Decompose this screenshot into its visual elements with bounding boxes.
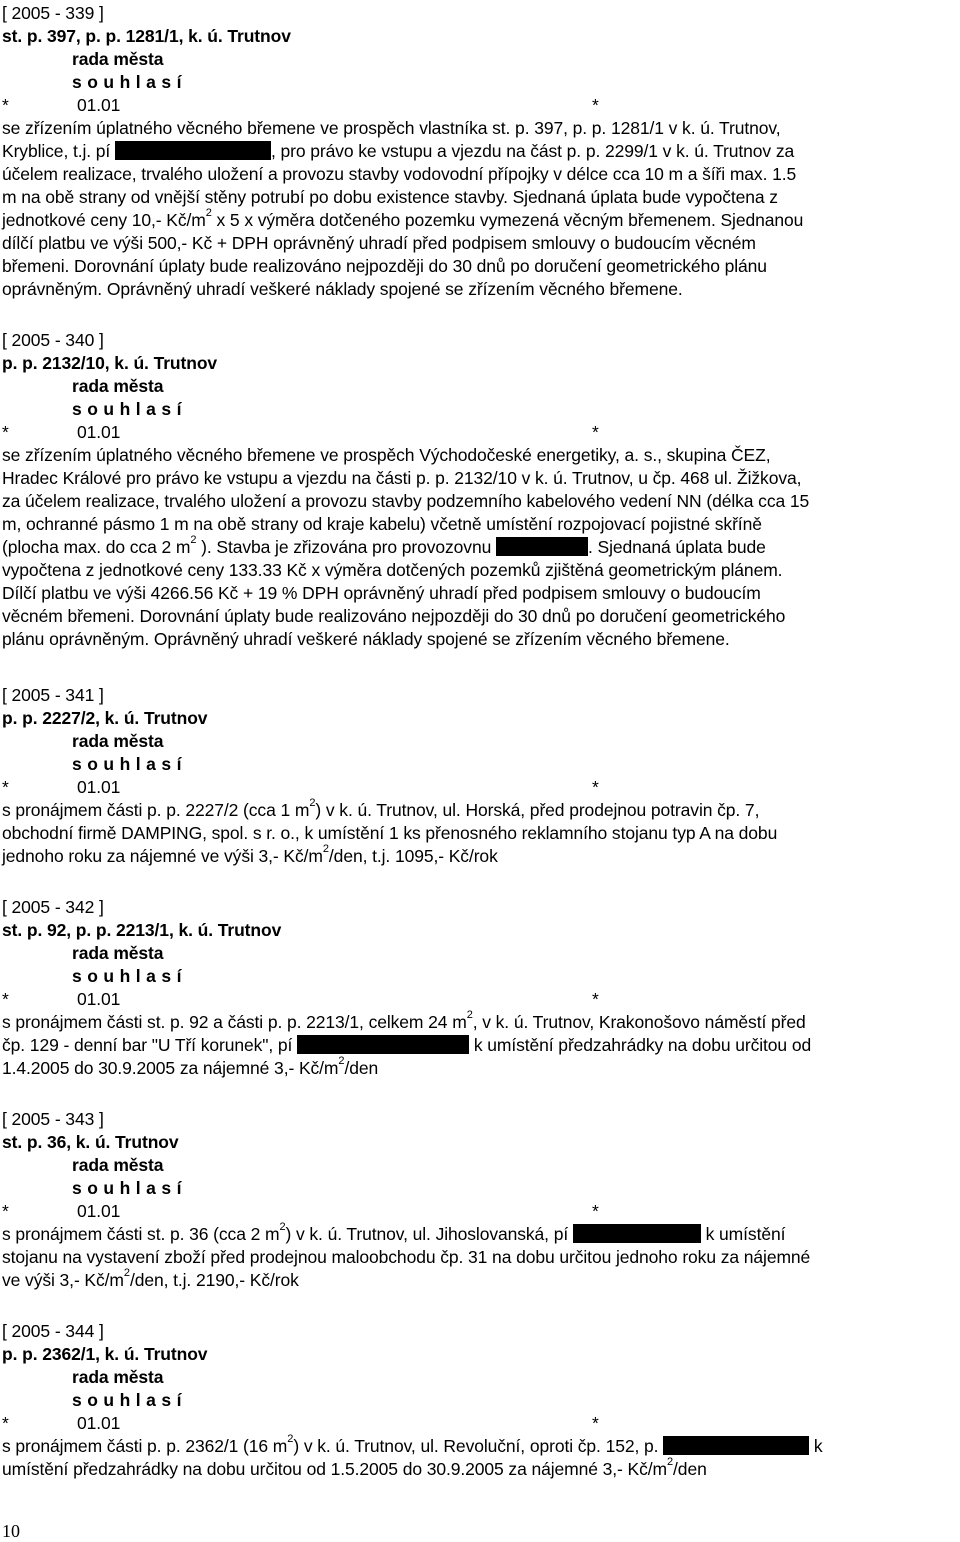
resolution-text-line: oprávněným. Oprávněný uhradí veškeré náklady spojené se zřízením věcného břemene. [2, 279, 683, 299]
agreement-label: souhlasí [72, 399, 187, 419]
agreement-label: souhlasí [72, 966, 187, 986]
vote-star-right: * [592, 422, 599, 442]
vote-star-right: * [592, 1201, 599, 1221]
council-label: rada města [72, 1367, 164, 1387]
resolution-text-line: 1.4.2005 do 30.9.2005 za nájemné 3,- $Kč/m^2$/den [2, 1055, 379, 1078]
vote-star-right: * [592, 989, 599, 1009]
council-label: rada města [72, 731, 164, 751]
vote-star-left: * [2, 1413, 9, 1433]
agreement-label: souhlasí [72, 1178, 187, 1198]
resolution-text-line: stojanu na vystavení zboží před prodejnou maloobchodu čp. 31 na dobu určitou jednoho roku za nájemné [2, 1247, 811, 1267]
redacted-name [663, 1436, 809, 1455]
resolution-text-line: čp. 129 - denní bar "U Tří korunek", pí k umístění předzahrádky na dobu určitou od [2, 1035, 812, 1055]
resolution-text-line: plánu oprávněným. Oprávněný uhradí veškeré náklady spojené se zřízením věcného břemene. [2, 629, 730, 649]
resolution-text-line: m, ochranné pásmo 1 m na obě strany od kraje kabelu) včetně umístění rozpojovací pojistné skříně [2, 514, 762, 534]
redacted-name [573, 1224, 701, 1243]
resolution-text-line: vypočtena z jednotkové ceny 133.33 Kč x výměra dotčených pozemků zjištěná geometrickým plánem. [2, 560, 783, 580]
resolution-text-line: jednotkové ceny 10,- $Kč/m^2$ x 5 x výměra dotčeného pozemku vymezená věcným břemenem. Sjednanou [2, 207, 804, 230]
vote-star-right: * [592, 95, 599, 115]
vote-code: 01.01 [77, 1201, 121, 1221]
resolution-text-line: ve výši 3,- $Kč/m^2$/den, t.j. 2190,- Kč/rok [2, 1267, 299, 1290]
resolution-text-line: se zřízením úplatného věcného břemene ve prospěch vlastníka st. p. 397, p. p. 1281/1 v k. ú. Trutnov, [2, 118, 781, 138]
resolution-text-line: obchodní firmě DAMPING, spol. s r. o., k umístění 1 ks přenosného reklamního stojanu typ A na dobu [2, 823, 778, 843]
redacted-name [496, 537, 588, 556]
resolution-number: [ 2005 - 340 ] [2, 330, 104, 350]
resolution-text-line: jednoho roku za nájemné ve výši 3,- $Kč/m^2$/den, t.j. 1095,- Kč/rok [2, 843, 498, 866]
resolution-text-line: Dílčí platbu ve výši 4266.56 Kč + 19 % DPH oprávněný uhradí před podpisem smlouvy o budoucím [2, 583, 761, 603]
vote-star-left: * [2, 777, 9, 797]
parcel-title: p. p. 2132/10, k. ú. Trutnov [2, 353, 218, 373]
vote-star-left: * [2, 95, 9, 115]
redacted-name [115, 141, 271, 160]
resolution-number: [ 2005 - 342 ] [2, 897, 104, 917]
resolution-text-line: dílčí platbu ve výši 500,- Kč + DPH oprávněný uhradí před podpisem smlouvy o budoucím věcném [2, 233, 756, 253]
resolution-text-line: se zřízením úplatného věcného břemene ve prospěch Východočeské energetiky, a. s., skupina ČEZ, [2, 445, 771, 465]
resolution-text-line: za účelem realizace, trvalého uložení a provozu stavby podzemního kabelového vedení NN (délka cca 15 [2, 491, 810, 511]
resolution-text-line: (plocha max. do cca 2 $m^2$ ). Stavba je zřizována pro provozovnu . Sjednaná úplata bude [2, 534, 766, 557]
vote-star-left: * [2, 422, 9, 442]
parcel-title: st. p. 36, k. ú. Trutnov [2, 1132, 179, 1152]
agreement-label: souhlasí [72, 754, 187, 774]
council-label: rada města [72, 1155, 164, 1175]
parcel-title: p. p. 2362/1, k. ú. Trutnov [2, 1344, 208, 1364]
resolution-text-line: s pronájmem části p. p. 2227/2 (cca 1 $m^2$) v k. ú. Trutnov, ul. Horská, před prodejnou potravin čp. 7, [2, 797, 760, 820]
resolution-text-line: břemeni. Dorovnání úplaty bude realizováno nejpozději do 30 dnů po doručení geometrického plánu [2, 256, 767, 276]
resolution-text-line: účelem realizace, trvalého uložení a provozu stavby vodovodní přípojky v délce cca 10 m a šíři max. 1.5 [2, 164, 797, 184]
council-label: rada města [72, 376, 164, 396]
agreement-label: souhlasí [72, 72, 187, 92]
vote-code: 01.01 [77, 422, 121, 442]
redacted-name [297, 1035, 469, 1054]
vote-star-left: * [2, 1201, 9, 1221]
page-number: 10 [2, 1521, 20, 1541]
resolution-number: [ 2005 - 339 ] [2, 3, 104, 23]
vote-star-right: * [592, 1413, 599, 1433]
council-label: rada města [72, 49, 164, 69]
vote-code: 01.01 [77, 1413, 121, 1433]
vote-star-left: * [2, 989, 9, 1009]
resolution-text-line: Hradec Králové pro právo ke vstupu a vjezdu na části p. p. 2132/10 v k. ú. Trutnov, u čp. 468 ul. Žižkova, [2, 468, 802, 488]
resolution-text-line: s pronájmem části p. p. 2362/1 (16 $m^2$) v k. ú. Trutnov, ul. Revoluční, oproti čp. 152, p. k [2, 1433, 823, 1456]
resolution-text-line: m na obě strany od vnější stěny potrubí po dobu existence stavby. Sjednaná úplata bude vypočtena z [2, 187, 778, 207]
resolution-number: [ 2005 - 344 ] [2, 1321, 104, 1341]
vote-code: 01.01 [77, 95, 121, 115]
vote-code: 01.01 [77, 777, 121, 797]
council-label: rada města [72, 943, 164, 963]
resolution-text-line: umístění předzahrádky na dobu určitou od 1.5.2005 do 30.9.2005 za nájemné 3,- $Kč/m^2$/den [2, 1456, 707, 1479]
vote-star-right: * [592, 777, 599, 797]
resolution-number: [ 2005 - 341 ] [2, 685, 104, 705]
resolution-text-line: s pronájmem části st. p. 36 (cca 2 $m^2$) v k. ú. Trutnov, ul. Jihoslovanská, pí k umístění [2, 1221, 786, 1244]
parcel-title: st. p. 397, p. p. 1281/1, k. ú. Trutnov [2, 26, 291, 46]
resolution-text-line: Kryblice, t.j. pí , pro právo ke vstupu a vjezdu na část p. p. 2299/1 v k. ú. Trutnov za [2, 141, 795, 161]
resolution-number: [ 2005 - 343 ] [2, 1109, 104, 1129]
parcel-title: p. p. 2227/2, k. ú. Trutnov [2, 708, 208, 728]
agreement-label: souhlasí [72, 1390, 187, 1410]
vote-code: 01.01 [77, 989, 121, 1009]
resolution-text-line: s pronájmem části st. p. 92 a části p. p. 2213/1, celkem 24 $m^2$, v k. ú. Trutnov, Krakonošovo náměstí před [2, 1009, 806, 1032]
parcel-title: st. p. 92, p. p. 2213/1, k. ú. Trutnov [2, 920, 282, 940]
resolution-text-line: věcném břemeni. Dorovnání úplaty bude realizováno nejpozději do 30 dnů po doručení geometrického [2, 606, 786, 626]
